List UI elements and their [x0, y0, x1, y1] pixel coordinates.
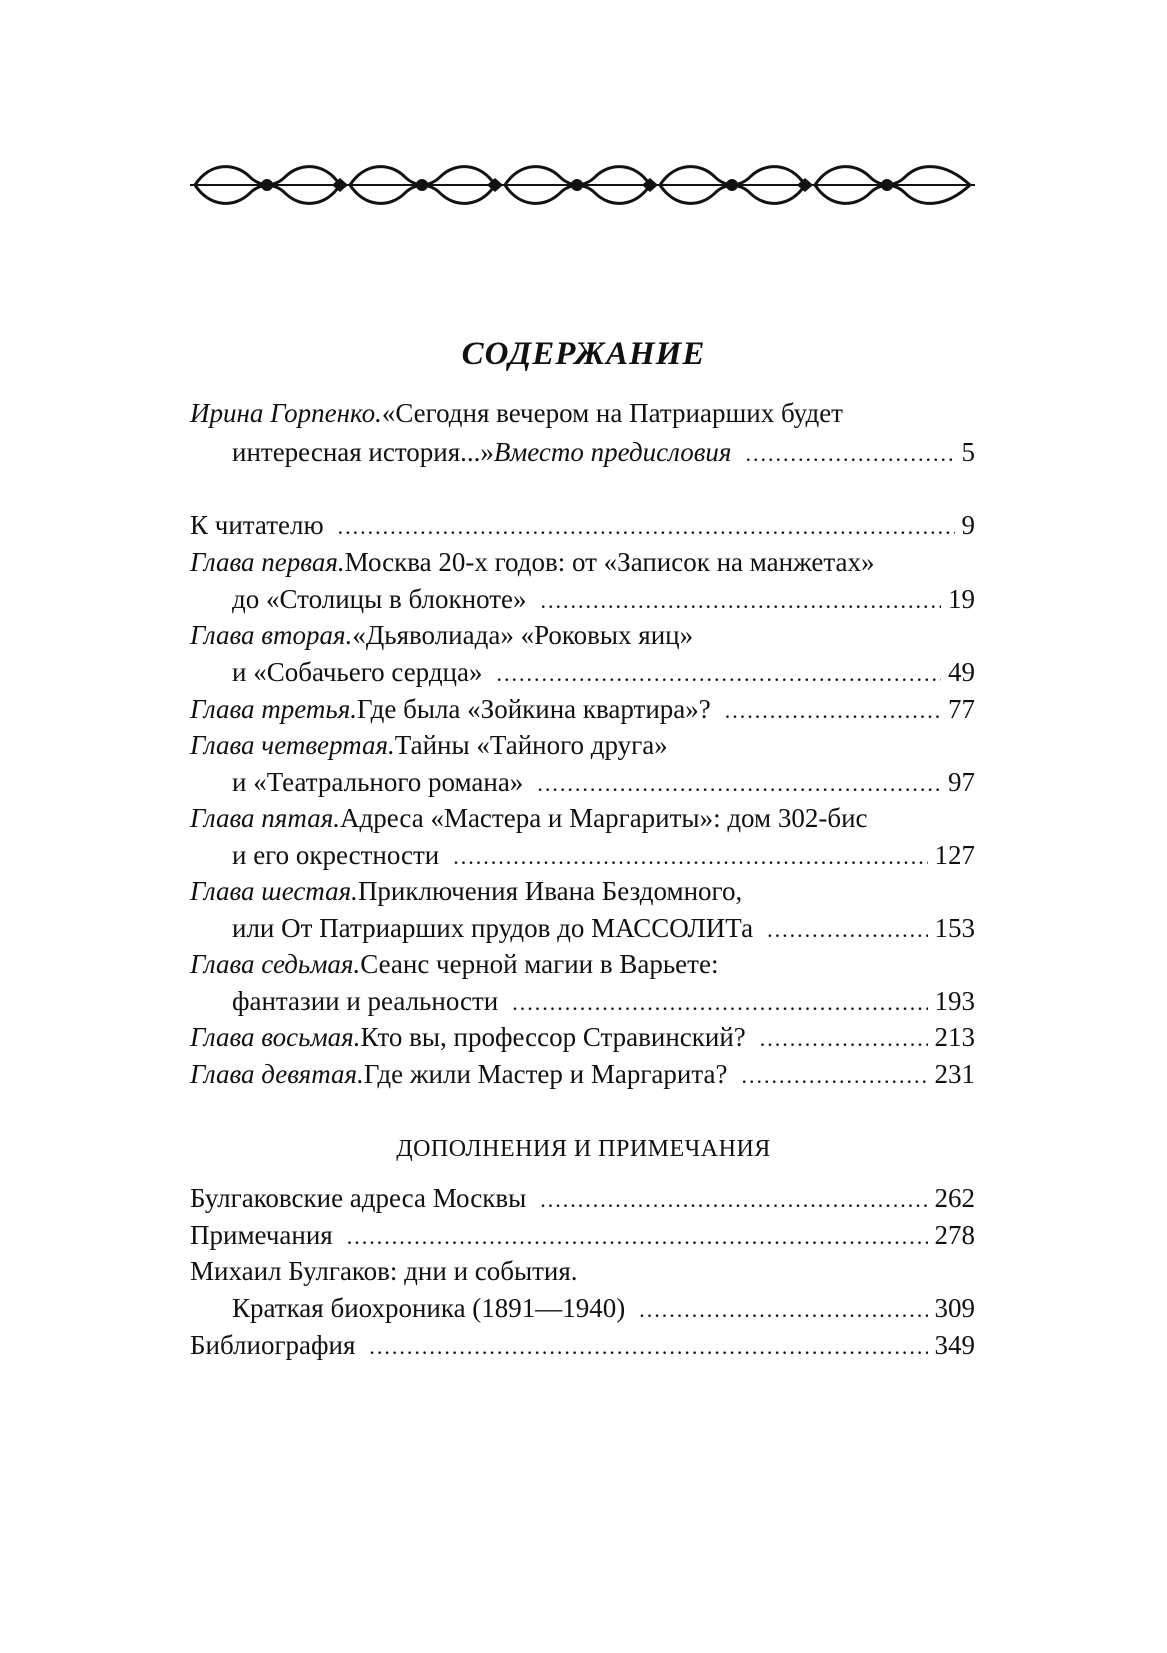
- chapter-label: Глава восьмая.: [190, 1022, 361, 1052]
- toc-entry[interactable]: [190, 1183, 975, 1221]
- dot-leader: [540, 1187, 927, 1213]
- dot-leader: [639, 1297, 927, 1323]
- entry-text: Библиография: [190, 1330, 356, 1360]
- entry-text: или От Патриарших прудов до МАССОЛИТа: [232, 913, 754, 943]
- dot-leader: [725, 698, 941, 724]
- dot-leader: [512, 990, 927, 1016]
- toc-entry[interactable]: [190, 620, 975, 658]
- page-number: 9: [961, 510, 975, 540]
- entry-text: Примечания: [190, 1220, 333, 1250]
- entry-text: Михаил Булгаков: дни и события.: [190, 1256, 578, 1286]
- toc-entry[interactable]: [190, 803, 975, 841]
- entry-text: Кто вы, профессор Стравинский?: [360, 1022, 746, 1052]
- dot-leader: [741, 1063, 927, 1089]
- entry-text: и «Собачьего сердца»: [232, 657, 483, 687]
- page-number: 49: [948, 657, 975, 687]
- toc-entry-cont[interactable]: [232, 584, 975, 622]
- chapter-label: Глава шестая.: [190, 876, 358, 906]
- dot-leader: [541, 588, 941, 614]
- toc-entry[interactable]: [190, 1220, 975, 1258]
- page-number: 262: [934, 1183, 975, 1213]
- toc-entry-cont[interactable]: [232, 657, 975, 695]
- page-number: 77: [948, 694, 975, 724]
- page-number: 231: [934, 1059, 975, 1089]
- page-number: 19: [948, 584, 975, 614]
- toc-entry[interactable]: [190, 1256, 975, 1294]
- preface-title-line2: интересная история...»: [232, 437, 494, 467]
- preface-author: Ирина Горпенко.: [190, 398, 382, 428]
- chapter-label: Глава третья.: [190, 694, 358, 724]
- entry-text: Булгаковские адреса Москвы: [190, 1183, 527, 1213]
- toc-entry[interactable]: [190, 510, 975, 548]
- entry-text: Тайны «Тайного друга»: [394, 730, 668, 760]
- toc-entry[interactable]: [190, 730, 975, 768]
- page-title: СОДЕРЖАНИЕ: [461, 336, 706, 372]
- page-number: 153: [934, 913, 975, 943]
- toc-entry-preface-cont[interactable]: [232, 437, 975, 475]
- toc-entry[interactable]: [190, 876, 975, 914]
- entry-text: Сеанс черной магии в Варьете:: [360, 949, 719, 979]
- ornament-border: [190, 152, 975, 218]
- dot-leader: [347, 1224, 928, 1250]
- toc-entry[interactable]: [190, 694, 975, 732]
- dot-leader: [745, 441, 954, 467]
- toc-entry[interactable]: [190, 1022, 975, 1060]
- entry-text: до «Столицы в блокноте»: [232, 584, 527, 614]
- entry-text: и «Театрального романа»: [232, 767, 524, 797]
- dot-leader: [369, 1334, 927, 1360]
- chapter-label: Глава девятая.: [190, 1059, 364, 1089]
- page-number: 309: [934, 1293, 975, 1323]
- toc-entry-cont[interactable]: [232, 1293, 975, 1331]
- dot-leader: [767, 917, 927, 943]
- entry-text: К читателю: [190, 510, 324, 540]
- entry-text: Краткая биохроника (1891—1940): [232, 1293, 626, 1323]
- dot-leader: [338, 514, 955, 540]
- page-number: 5: [961, 437, 975, 467]
- toc-entry-preface[interactable]: [190, 398, 975, 436]
- toc-entry[interactable]: [190, 547, 975, 585]
- preface-title-line1: «Сегодня вечером на Патриарших будет: [381, 398, 843, 428]
- page-number: 193: [934, 986, 975, 1016]
- page-number: 213: [934, 1022, 975, 1052]
- toc-entry-cont[interactable]: [232, 913, 975, 951]
- chapter-label: Глава седьмая.: [190, 949, 361, 979]
- page-number: 349: [934, 1330, 975, 1360]
- entry-text: и его окрестности: [232, 840, 440, 870]
- toc-entry-cont[interactable]: [232, 767, 975, 805]
- entry-text: Где была «Зойкина квартира»?: [357, 694, 711, 724]
- page-number: 127: [934, 840, 975, 870]
- toc-entry-cont[interactable]: [232, 986, 975, 1024]
- page-number: 278: [934, 1220, 975, 1250]
- dot-leader: [537, 771, 941, 797]
- preface-suffix: Вместо предисловия: [493, 437, 732, 467]
- chapter-label: Глава четвертая.: [190, 730, 395, 760]
- toc-entry-cont[interactable]: [232, 840, 975, 878]
- toc-entry[interactable]: [190, 1330, 975, 1368]
- entry-text: «Дьяволиада» «Роковых яиц»: [352, 620, 694, 650]
- chapter-label: Глава вторая.: [190, 620, 353, 650]
- entry-text: Приключения Ивана Бездомного,: [357, 876, 743, 906]
- entry-text: фантазии и реальности: [232, 986, 499, 1016]
- entry-text: Москва 20-х годов: от «Записок на манжетах»: [344, 547, 875, 577]
- dot-leader: [497, 661, 942, 687]
- appendix-heading: ДОПОЛНЕНИЯ И ПРИМЕЧАНИЯ: [396, 1136, 771, 1162]
- toc-entry[interactable]: [190, 1059, 975, 1097]
- dot-leader: [453, 844, 927, 870]
- chapter-label: Глава первая.: [190, 547, 345, 577]
- page-number: 97: [948, 767, 975, 797]
- entry-text: Адреса «Мастера и Маргариты»: дом 302-бис: [340, 803, 868, 833]
- entry-text: Где жили Мастер и Маргарита?: [363, 1059, 728, 1089]
- toc-entry[interactable]: [190, 949, 975, 987]
- chapter-label: Глава пятая.: [190, 803, 340, 833]
- dot-leader: [760, 1026, 928, 1052]
